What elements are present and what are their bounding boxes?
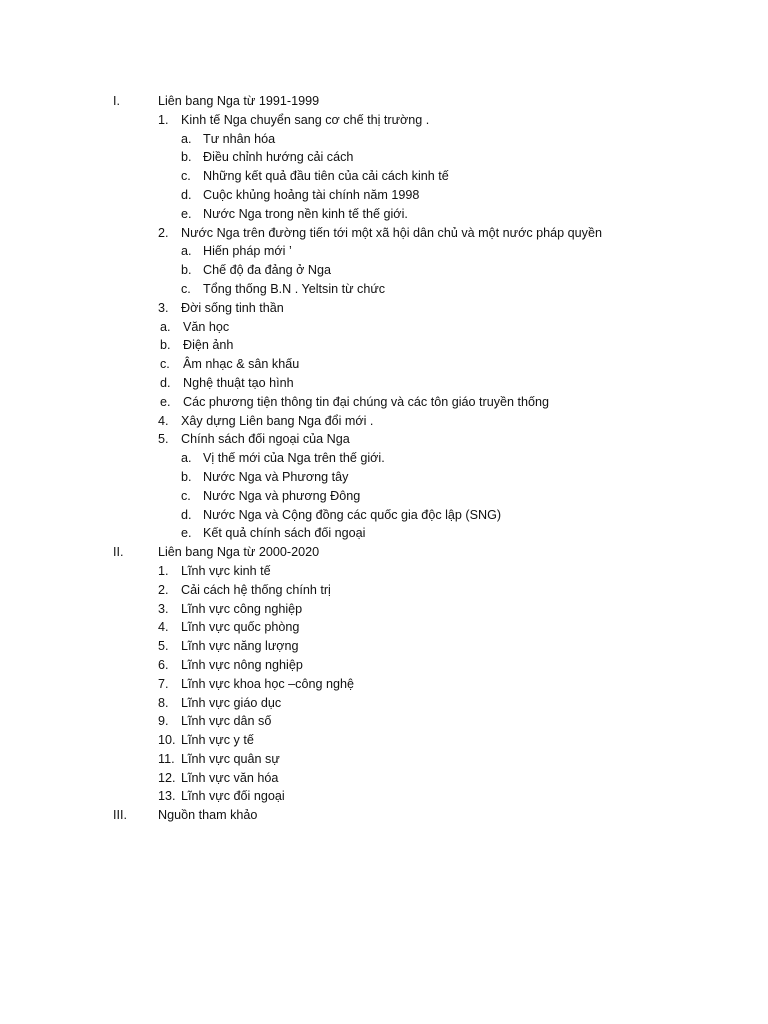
outline-item	[0, 130, 768, 149]
outline-text: Nghệ thuật tạo hình	[183, 375, 294, 390]
outline-item	[0, 355, 768, 374]
outline-text: Tổng thống B.N . Yeltsin từ chức	[203, 281, 386, 296]
outline-marker: e.	[160, 394, 171, 409]
outline-text: Điện ảnh	[183, 338, 234, 353]
outline-text: Điều chỉnh hướng cải cách	[203, 150, 354, 165]
outline-marker: a.	[181, 451, 192, 466]
outline-marker: 4.	[158, 413, 169, 428]
outline-item	[0, 242, 768, 261]
outline-marker: 8.	[158, 695, 169, 710]
outline-item	[0, 656, 768, 675]
outline-item	[0, 318, 768, 337]
outline-marker: c.	[160, 357, 170, 372]
outline-text: Tư nhân hóa	[203, 131, 276, 146]
outline-marker: d.	[160, 375, 171, 390]
outline-item	[0, 468, 768, 487]
outline-text: Lĩnh vực quốc phòng	[181, 620, 300, 635]
outline-text: Lĩnh vực quân sự	[181, 751, 280, 766]
outline-item	[0, 581, 768, 600]
outline-item	[0, 393, 768, 412]
outline-item	[0, 712, 768, 731]
outline-text: Đời sống tinh thần	[181, 300, 284, 315]
outline-marker: 5.	[158, 639, 169, 654]
outline-item	[0, 806, 768, 825]
outline-text: Nguồn tham khảo	[158, 808, 258, 823]
outline-text: Xây dựng Liên bang Nga đổi mới .	[181, 413, 374, 428]
outline-item	[0, 412, 768, 431]
outline-text: Vị thế mới của Nga trên thế giới.	[203, 451, 385, 466]
outline-text: Lĩnh vực đối ngoại	[181, 789, 285, 804]
outline-marker: a.	[160, 319, 171, 334]
outline-text: Kết quả chính sách đối ngoại	[203, 526, 366, 541]
outline-text: Cải cách hệ thống chính trị	[181, 582, 331, 597]
outline-marker: 3.	[158, 601, 169, 616]
outline-marker: 3.	[158, 300, 169, 315]
outline-marker: d.	[181, 507, 192, 522]
outline-item	[0, 280, 768, 299]
outline-text: Kinh tế Nga chuyển sang cơ chế thị trường .	[181, 112, 430, 127]
outline-marker: 10.	[158, 733, 176, 748]
outline-item	[0, 186, 768, 205]
outline-item	[0, 167, 768, 186]
outline-marker: 9.	[158, 714, 169, 729]
outline-text: Nước Nga trong nền kinh tế thế giới.	[203, 206, 408, 221]
outline-item	[0, 148, 768, 167]
outline-item	[0, 487, 768, 506]
outline-item	[0, 92, 768, 111]
outline-marker: a.	[181, 131, 192, 146]
outline-text: Văn học	[183, 319, 230, 334]
outline-marker: 11.	[158, 751, 175, 766]
outline-text: Lĩnh vực năng lượng	[181, 639, 299, 654]
outline-marker: b.	[181, 263, 192, 278]
outline-text: Lĩnh vực y tế	[181, 733, 254, 748]
outline-marker: b.	[181, 150, 192, 165]
outline-text: Nước Nga và Phương tây	[203, 469, 349, 484]
outline-marker: b.	[181, 469, 192, 484]
outline-text: Âm nhạc & sân khấu	[183, 357, 300, 372]
outline-marker: 6.	[158, 657, 169, 672]
outline-item	[0, 261, 768, 280]
outline-marker: 7.	[158, 676, 169, 691]
outline-item	[0, 449, 768, 468]
outline-marker: II.	[113, 545, 124, 560]
outline-text: Liên bang Nga từ 2000-2020	[158, 545, 320, 560]
outline-marker: III.	[113, 808, 127, 823]
outline-marker: e.	[181, 526, 192, 541]
outline-text: Lĩnh vực khoa học –công nghệ	[181, 676, 354, 691]
outline-text: Lĩnh vực nông nghiệp	[181, 657, 303, 672]
outline-text: Nước Nga và Cộng đồng các quốc gia độc lập (SNG)	[203, 507, 502, 522]
outline-item	[0, 750, 768, 769]
outline-list	[0, 92, 768, 825]
outline-item	[0, 675, 768, 694]
outline-text: Hiến pháp mới ’	[203, 244, 292, 259]
outline-item	[0, 618, 768, 637]
outline-text: Chế độ đa đảng ở Nga	[203, 263, 331, 278]
outline-item	[0, 524, 768, 543]
outline-text: Lĩnh vực văn hóa	[181, 770, 279, 785]
outline-text: Liên bang Nga từ 1991-1999	[158, 94, 320, 108]
outline-item	[0, 430, 768, 449]
outline-item	[0, 543, 768, 562]
outline-text: Những kết quả đầu tiên của cải cách kinh tế	[203, 169, 449, 184]
outline-item	[0, 769, 768, 788]
outline-marker: d.	[181, 187, 192, 202]
outline-marker: 1.	[158, 112, 169, 127]
outline-marker: 2.	[158, 582, 169, 597]
outline-text: Lĩnh vực kinh tế	[181, 563, 271, 578]
outline-marker: e.	[181, 206, 192, 221]
outline-marker: 12.	[158, 770, 176, 785]
outline-text: Các phương tiện thông tin đại chúng và các tôn giáo truyền thống	[183, 394, 550, 409]
outline-item	[0, 600, 768, 619]
outline-text: Lĩnh vực dân số	[181, 714, 272, 729]
outline-item	[0, 562, 768, 581]
outline-marker: 2.	[158, 225, 169, 240]
outline-item	[0, 787, 768, 806]
outline-item	[0, 224, 768, 243]
outline-text: Lĩnh vực công nghiệp	[181, 601, 303, 616]
outline-item	[0, 336, 768, 355]
outline-item	[0, 111, 768, 130]
outline-text: Nước Nga và phương Đông	[203, 488, 361, 503]
outline-text: Cuộc khủng hoảng tài chính năm 1998	[203, 187, 420, 202]
outline-marker: c.	[181, 488, 191, 503]
outline-marker: I.	[113, 94, 120, 108]
outline-marker: c.	[181, 281, 191, 296]
outline-text: Chính sách đối ngoại của Nga	[181, 432, 350, 447]
outline-marker: 5.	[158, 432, 169, 447]
outline-item	[0, 694, 768, 713]
outline-text: Nước Nga trên đường tiến tới một xã hội dân chủ và một nước pháp quyền	[181, 225, 602, 240]
outline-item	[0, 731, 768, 750]
outline-marker: b.	[160, 338, 171, 353]
outline-marker: 4.	[158, 620, 169, 635]
outline-marker: 1.	[158, 563, 169, 578]
outline-item	[0, 637, 768, 656]
outline-item	[0, 205, 768, 224]
document-page	[0, 92, 768, 825]
outline-marker: c.	[181, 169, 191, 184]
outline-marker: a.	[181, 244, 192, 259]
outline-item	[0, 374, 768, 393]
outline-item	[0, 506, 768, 525]
outline-text: Lĩnh vực giáo dục	[181, 695, 282, 710]
outline-item	[0, 299, 768, 318]
outline-marker: 13.	[158, 789, 176, 804]
